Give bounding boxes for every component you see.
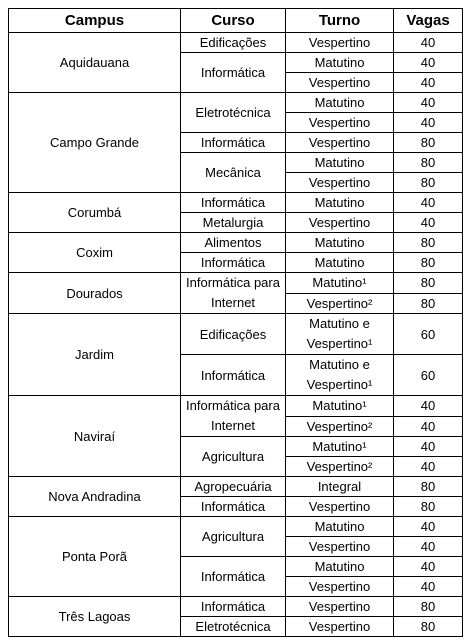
vagas-cell: 40 [394,213,463,233]
curso-cell: Informática [181,53,286,93]
turno-cell: Matutino [286,53,394,73]
vagas-cell: 80 [394,173,463,193]
table-row [9,597,463,617]
curso-cell [181,396,286,437]
turno-cell: Vespertino [286,537,394,557]
campus-cell: Campo Grande [9,93,181,193]
header-vagas: Vagas [394,9,463,33]
table-row [9,33,463,53]
vagas-cell: 40 [394,537,463,557]
vagas-cell: 80 [394,253,463,273]
table-row [9,396,463,417]
vagas-cell: 40 [394,517,463,537]
table-row [9,517,463,537]
vagas-cell: 40 [394,113,463,133]
turno-cell: Matutino [286,517,394,537]
vagas-cell: 40 [394,53,463,73]
campus-cell: Aquidauana [9,33,181,93]
campus-cell: Dourados [9,273,181,314]
table-body [9,33,463,637]
vagas-cell: 40 [394,93,463,113]
curso-cell: Eletrotécnica [181,93,286,133]
curso-cell: Informática [181,253,286,273]
curso-cell: Edificações [181,314,286,355]
turno-cell: Vespertino [286,73,394,93]
vagas-cell: 80 [394,273,463,294]
vagas-cell: 60 [394,355,463,396]
curso-cell: Informática [181,497,286,517]
vagas-cell: 80 [394,293,463,314]
curso-cell: Agropecuária [181,477,286,497]
turno-cell: Matutino¹ [286,396,394,417]
vagas-cell: 60 [394,314,463,355]
vagas-cell: 80 [394,617,463,637]
turno-line: Matutino e [309,316,370,331]
table-row [9,273,463,294]
turno-line: Matutino e [309,357,370,372]
curso-cell [181,273,286,314]
turno-cell: Vespertino [286,213,394,233]
campus-cell: Ponta Porã [9,517,181,597]
vagas-table [8,8,463,637]
curso-cell: Informática [181,193,286,213]
curso-cell: Metalurgia [181,213,286,233]
vagas-cell: 80 [394,477,463,497]
table-wrapper [8,8,463,637]
curso-cell: Agricultura [181,437,286,477]
vagas-cell: 40 [394,33,463,53]
campus-cell: Corumbá [9,193,181,233]
header-row [9,9,463,33]
header-campus: Campus [9,9,181,33]
vagas-cell: 80 [394,153,463,173]
vagas-cell: 40 [394,73,463,93]
table-row [9,193,463,213]
header-turno: Turno [286,9,394,33]
curso-cell: Eletrotécnica [181,617,286,637]
turno-cell: Matutino [286,233,394,253]
campus-cell: Naviraí [9,396,181,477]
curso-line: Informática para [186,398,280,413]
curso-cell: Alimentos [181,233,286,253]
vagas-cell: 40 [394,577,463,597]
curso-cell: Edificações [181,33,286,53]
turno-cell [286,355,394,396]
turno-cell: Vespertino [286,133,394,153]
turno-line: Vespertino¹ [306,377,373,392]
table-row [9,93,463,113]
turno-cell: Integral [286,477,394,497]
turno-cell: Matutino [286,93,394,113]
campus-cell: Três Lagoas [9,597,181,637]
vagas-cell: 40 [394,557,463,577]
curso-cell: Informática [181,597,286,617]
curso-cell: Mecânica [181,153,286,193]
curso-cell: Agricultura [181,517,286,557]
curso-cell: Informática [181,355,286,396]
header-curso: Curso [181,9,286,33]
turno-cell: Vespertino [286,577,394,597]
vagas-cell: 80 [394,597,463,617]
vagas-cell: 40 [394,437,463,457]
turno-line: Vespertino¹ [306,336,373,351]
turno-cell: Vespertino² [286,457,394,477]
vagas-cell: 40 [394,457,463,477]
turno-cell: Matutino¹ [286,437,394,457]
turno-cell [286,314,394,355]
table-row [9,477,463,497]
curso-cell: Informática [181,557,286,597]
curso-line: Internet [210,295,256,310]
turno-cell: Matutino [286,153,394,173]
vagas-cell: 40 [394,416,463,437]
campus-cell: Jardim [9,314,181,396]
curso-cell: Informática [181,133,286,153]
turno-cell: Vespertino² [286,416,394,437]
turno-cell: Vespertino [286,617,394,637]
turno-cell: Vespertino [286,597,394,617]
campus-cell: Coxim [9,233,181,273]
vagas-cell: 80 [394,133,463,153]
vagas-cell: 40 [394,396,463,417]
table-row [9,233,463,253]
turno-cell: Vespertino [286,33,394,53]
curso-line: Internet [210,418,256,433]
turno-cell: Vespertino [286,113,394,133]
campus-cell: Nova Andradina [9,477,181,517]
vagas-cell: 80 [394,497,463,517]
turno-cell: Vespertino² [286,293,394,314]
vagas-cell: 80 [394,233,463,253]
turno-cell: Matutino [286,253,394,273]
turno-cell: Matutino [286,193,394,213]
vagas-cell: 40 [394,193,463,213]
turno-cell: Matutino [286,557,394,577]
turno-cell: Vespertino [286,173,394,193]
curso-line: Informática para [186,275,280,290]
turno-cell: Vespertino [286,497,394,517]
turno-cell: Matutino¹ [286,273,394,294]
